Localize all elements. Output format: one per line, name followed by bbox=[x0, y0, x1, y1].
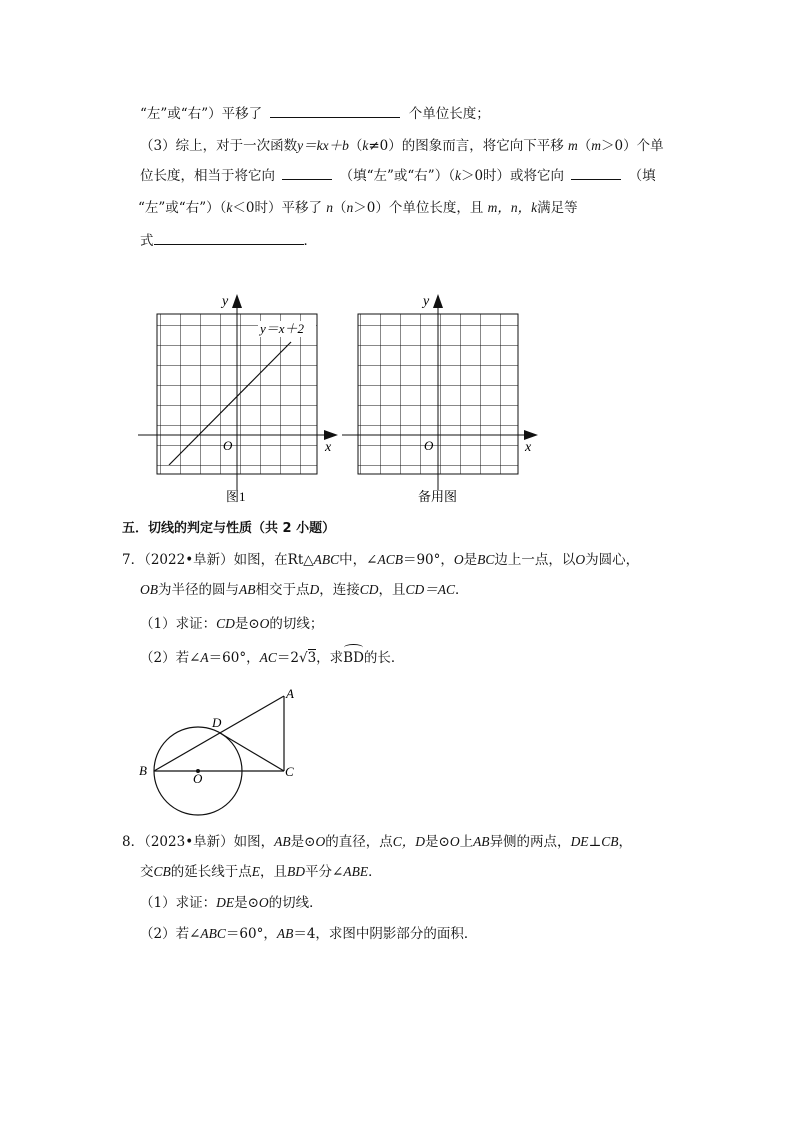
x-label-1: x bbox=[325, 440, 332, 455]
text: （ bbox=[333, 200, 347, 216]
math: k bbox=[454, 168, 461, 183]
y-arrow-1 bbox=[232, 294, 242, 308]
math: CB bbox=[153, 864, 171, 879]
math: ABC bbox=[200, 926, 226, 941]
text: 的延长线于点 bbox=[170, 864, 252, 880]
math: O bbox=[575, 552, 586, 567]
text: （填 bbox=[628, 168, 656, 184]
label-d: D bbox=[212, 715, 222, 730]
text: ，连接 bbox=[319, 582, 360, 598]
math: E bbox=[251, 864, 261, 879]
x-label-2: x bbox=[525, 440, 532, 455]
text: ＝60°， bbox=[208, 650, 260, 666]
math: n bbox=[346, 200, 354, 215]
y-label-2: y bbox=[423, 294, 430, 309]
origin-label-2: O bbox=[424, 438, 434, 453]
text: （ bbox=[348, 138, 363, 154]
q7-part-2 bbox=[140, 648, 404, 668]
text: 满足等 bbox=[537, 200, 578, 216]
text: 是⊙ bbox=[234, 616, 260, 632]
math: ABC bbox=[313, 552, 340, 567]
math: AB bbox=[473, 834, 490, 849]
math: OB bbox=[140, 582, 158, 597]
text: ≠0）的图象而言，将它向下平移 bbox=[368, 138, 564, 154]
text: 交 bbox=[140, 864, 154, 880]
q7-line-1 bbox=[122, 550, 639, 570]
math: m bbox=[568, 138, 578, 153]
text: 位长度，相当于将它向 bbox=[140, 168, 275, 184]
text: （填“左”或“右”）（ bbox=[339, 168, 455, 184]
label-a: A bbox=[286, 686, 294, 701]
line-label-1: y＝x＋2 bbox=[260, 321, 305, 336]
math: ACB bbox=[377, 552, 403, 567]
text: 的切线． bbox=[268, 895, 323, 911]
label-b: B bbox=[139, 763, 147, 778]
text: ，且 bbox=[260, 864, 288, 880]
text: 上 bbox=[459, 834, 474, 850]
math: O bbox=[258, 895, 269, 910]
text: （2）若∠ bbox=[140, 650, 201, 666]
answer-blank-3[interactable] bbox=[571, 165, 621, 180]
q7-figure bbox=[130, 682, 310, 822]
graph-1 bbox=[138, 294, 338, 504]
text: ＞0）个单 bbox=[601, 138, 664, 154]
graph-2 bbox=[342, 294, 538, 504]
text: 是⊙ bbox=[234, 895, 259, 911]
math: O bbox=[259, 616, 270, 631]
text: ． bbox=[455, 582, 469, 598]
math: AC bbox=[259, 650, 277, 665]
answer-blank-2[interactable] bbox=[282, 165, 332, 180]
text: （1）求证： bbox=[140, 895, 217, 911]
q6-line-1 bbox=[140, 103, 490, 124]
text: ． bbox=[303, 233, 317, 249]
y-label-1: y bbox=[222, 294, 229, 309]
math: AB bbox=[274, 834, 291, 849]
section-title: 五．切线的判定与性质（共 2 小题） bbox=[122, 521, 336, 536]
text: 8．（2023•阜新）如图， bbox=[122, 834, 275, 850]
text: ＝90°， bbox=[402, 552, 454, 568]
x-arrow-2 bbox=[524, 430, 538, 440]
text: ＞0时）或将它向 bbox=[460, 168, 565, 184]
math: 3 bbox=[307, 650, 317, 666]
text: 的直径，点 bbox=[325, 834, 393, 850]
text: （3）综上，对于一次函数 bbox=[140, 138, 298, 154]
math: ABE bbox=[343, 864, 369, 879]
text: 个单位长度； bbox=[408, 106, 490, 122]
text: （1）求证： bbox=[140, 616, 217, 632]
y-arrow-2 bbox=[433, 294, 443, 308]
math: C，D bbox=[392, 834, 425, 849]
text: 是⊙ bbox=[425, 834, 450, 850]
math: CD bbox=[359, 582, 379, 597]
math: D bbox=[309, 582, 320, 597]
q8-line-1 bbox=[122, 832, 632, 852]
answer-blank-1[interactable] bbox=[270, 103, 400, 118]
q6-line-2 bbox=[140, 136, 664, 156]
math: CD＝AC bbox=[405, 582, 456, 597]
text: ， bbox=[618, 834, 633, 850]
q6-line-4 bbox=[138, 198, 578, 218]
q8-line-2 bbox=[140, 862, 382, 882]
label-o: O bbox=[193, 771, 203, 786]
sqrt-sign: √ bbox=[298, 650, 308, 666]
q6-line-3 bbox=[140, 165, 656, 186]
text: “左”或“右”）（ bbox=[138, 200, 227, 216]
text: ＝2 bbox=[276, 650, 299, 666]
math: BD bbox=[287, 864, 306, 879]
math: O bbox=[449, 834, 460, 849]
q7-part-1 bbox=[140, 614, 323, 634]
math: O bbox=[453, 552, 464, 567]
arc-bd bbox=[343, 648, 364, 668]
math: O bbox=[315, 834, 326, 849]
math: AB bbox=[239, 582, 256, 597]
text: ，求 bbox=[316, 650, 344, 666]
math: DE bbox=[570, 834, 589, 849]
label-c: C bbox=[285, 764, 294, 779]
q6-line-5 bbox=[140, 230, 317, 251]
math: A bbox=[200, 650, 209, 665]
math: m bbox=[591, 138, 602, 153]
math: BD bbox=[343, 650, 364, 666]
text: 是⊙ bbox=[290, 834, 316, 850]
x-arrow-1 bbox=[324, 430, 338, 440]
math: m，n，k bbox=[487, 200, 538, 215]
caption-2: 备用图 bbox=[418, 489, 458, 504]
answer-blank-4[interactable] bbox=[154, 230, 304, 245]
q7-line-2 bbox=[140, 580, 469, 600]
text: ． bbox=[368, 864, 382, 880]
text: ＝60°， bbox=[225, 926, 277, 942]
caption-1: 图1 bbox=[226, 489, 246, 504]
text: （ bbox=[577, 138, 592, 154]
math: k bbox=[362, 138, 369, 153]
graph-figures bbox=[0, 285, 794, 515]
text: 中，∠ bbox=[339, 552, 378, 568]
q8-part-1 bbox=[140, 893, 323, 913]
text: 为半径的圆与 bbox=[158, 582, 239, 598]
math: AB bbox=[276, 926, 294, 941]
text: ＝4，求图中阴影部分的面积． bbox=[293, 926, 478, 942]
segment-dc bbox=[220, 733, 284, 771]
text: 式 bbox=[140, 233, 154, 249]
math: y＝kx＋b bbox=[297, 138, 349, 153]
text: 平分∠ bbox=[305, 864, 344, 880]
math: DE bbox=[216, 895, 235, 910]
text: 异侧的两点， bbox=[489, 834, 571, 850]
math: CD bbox=[216, 616, 235, 631]
text: 7．（2022•阜新）如图，在Rt△ bbox=[122, 552, 314, 568]
math: k bbox=[226, 200, 233, 215]
text: 的长． bbox=[363, 650, 405, 666]
text: ，且 bbox=[378, 582, 406, 598]
text: 为圆心， bbox=[585, 552, 640, 568]
text: 边上一点，以 bbox=[494, 552, 576, 568]
text: 的切线； bbox=[269, 616, 324, 632]
text: ＞0）个单位长度，且 bbox=[353, 200, 484, 216]
text: “左”或“右”）平移了 bbox=[140, 106, 263, 122]
math: CB bbox=[601, 834, 619, 849]
q8-part-2 bbox=[140, 924, 477, 944]
math: BC bbox=[477, 552, 495, 567]
math: n bbox=[326, 200, 333, 215]
text: 是 bbox=[463, 552, 478, 568]
text: ＜0时）平移了 bbox=[232, 200, 322, 216]
origin-label-1: O bbox=[223, 438, 233, 453]
text: （2）若∠ bbox=[140, 926, 201, 942]
text: ⊥ bbox=[588, 834, 602, 850]
text: 相交于点 bbox=[255, 582, 310, 598]
